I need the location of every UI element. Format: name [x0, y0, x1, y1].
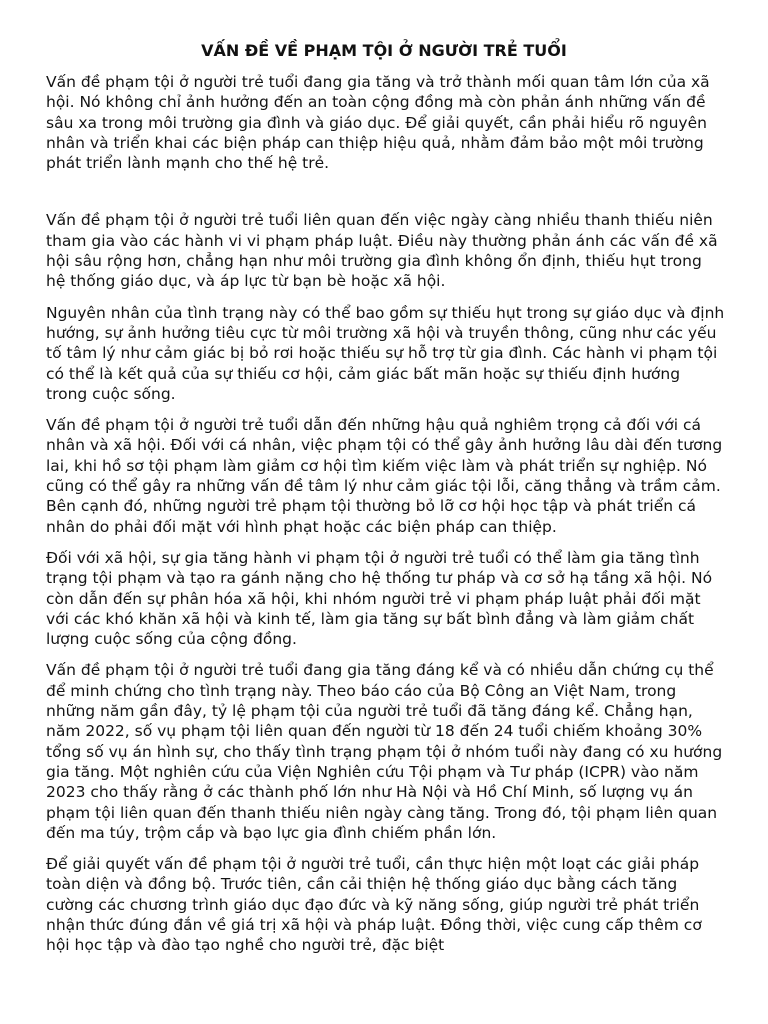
document-body — [46, 72, 726, 967]
paragraph-causes: Nguyên nhân của tình trạng này có thể bao gồm sự thiếu hụt trong sự giáo dục và định hướng, sự ảnh hưởng tiêu cực từ môi trường xã hội và truyền thông, cũng như các yếu tố tâm lý như cảm giác bị bỏ rơi hoặc thiếu sự hỗ trợ từ gia đình. Các hành vi phạm tội có thể là kết quả của sự thiếu cơ hội, cảm giác bất mãn hoặc sự thiếu định hướng trong cuộc sống. — [46, 303, 725, 403]
paragraph-individual-consequences: Vấn đề phạm tội ở người trẻ tuổi dẫn đến những hậu quả nghiêm trọng cả đối với cá nhân và xã hội. Đối với cá nhân, việc phạm tội có thể gây ảnh hưởng lâu dài đến tương lai, khi hồ sơ tội phạm làm giảm cơ hội tìm kiếm việc làm và phát triển sự nghiệp. Nó cũng có thể gây ra những vấn đề tâm lý như cảm giác tội lỗi, căng thẳng và trầm cảm. Bên cạnh đó, những người trẻ phạm tội thường bỏ lỡ cơ hội học tập và phát triển cá nhân do phải đối mặt với hình phạt hoặc các biện pháp can thiệp. — [46, 416, 723, 536]
document-title: VẤN ĐỀ VỀ PHẠM TỘI Ở NGƯỜI TRẺ TUỔI — [201, 41, 567, 60]
paragraph-solutions: Để giải quyết vấn đề phạm tội ở người trẻ tuổi, cần thực hiện một loạt các giải pháp toàn diện và đồng bộ. Trước tiên, cần cải thiện hệ thống giáo dục bằng cách tăng cường các chương trình giáo dục đạo đức và kỹ năng sống, giúp người trẻ phát triển nhận thức đúng đắn về giá trị xã hội và pháp luật. Đồng thời, việc cung cấp thêm cơ hội học tập và đào tạo nghề cho người trẻ, đặc biệt — [46, 855, 702, 955]
paragraph-social-consequences: Đối với xã hội, sự gia tăng hành vi phạm tội ở người trẻ tuổi có thể làm gia tăng tình trạng tội phạm và tạo ra gánh nặng cho hệ thống tư pháp và cơ sở hạ tầng xã hội. Nó còn dẫn đến sự phân hóa xã hội, khi nhóm người trẻ vi phạm pháp luật phải đối mặt với các khó khăn xã hội và kinh tế, làm gia tăng sự bất bình đẳng và làm giảm chất lượng cuộc sống của cộng đồng. — [46, 548, 713, 649]
paragraph-definition: Vấn đề phạm tội ở người trẻ tuổi liên quan đến việc ngày càng nhiều thanh thiếu niên tham gia vào các hành vi vi phạm pháp luật. Điều này thường phản ánh các vấn đề xã hội sâu rộng hơn, chẳng hạn như môi trường gia đình không ổn định, thiếu hụt trong hệ thống giáo dục, và áp lực từ bạn bè hoặc xã hội. — [46, 211, 718, 291]
paragraph-evidence: Vấn đề phạm tội ở người trẻ tuổi đang gia tăng đáng kể và có nhiều dẫn chứng cụ thể để minh chứng cho tình trạng này. Theo báo cáo của Bộ Công an Việt Nam, trong những năm gần đây, tỷ lệ phạm tội của người trẻ tuổi đã tăng đáng kể. Chẳng hạn, năm 2022, số vụ phạm tội liên quan đến người từ 18 đến 24 tuổi chiếm khoảng 30% tổng số vụ án hình sự, cho thấy tình trạng phạm tội ở nhóm tuổi này đang có xu hướng gia tăng. Một nghiên cứu của Viện Nghiên cứu Tội phạm và Tư pháp (ICPR) vào năm 2023 cho thấy rằng ở các thành phố lớn như Hà Nội và Hồ Chí Minh, số lượng vụ án phạm tội liên quan đến thanh thiếu niên ngày càng tăng. Trong đó, tội phạm liên quan đến ma túy, trộm cắp và bạo lực gia đình chiếm phần lớn. — [46, 661, 723, 842]
paragraph-intro: Vấn đề phạm tội ở người trẻ tuổi đang gia tăng và trở thành mối quan tâm lớn của xã hội. Nó không chỉ ảnh hưởng đến an toàn cộng đồng mà còn phản ánh những vấn đề sâu xa trong môi trường gia đình và giáo dục. Để giải quyết, cần phải hiểu rõ nguyên nhân và triển khai các biện pháp can thiệp hiệu quả, nhằm đảm bảo một môi trường phát triển lành mạnh cho thế hệ trẻ. — [46, 73, 710, 173]
